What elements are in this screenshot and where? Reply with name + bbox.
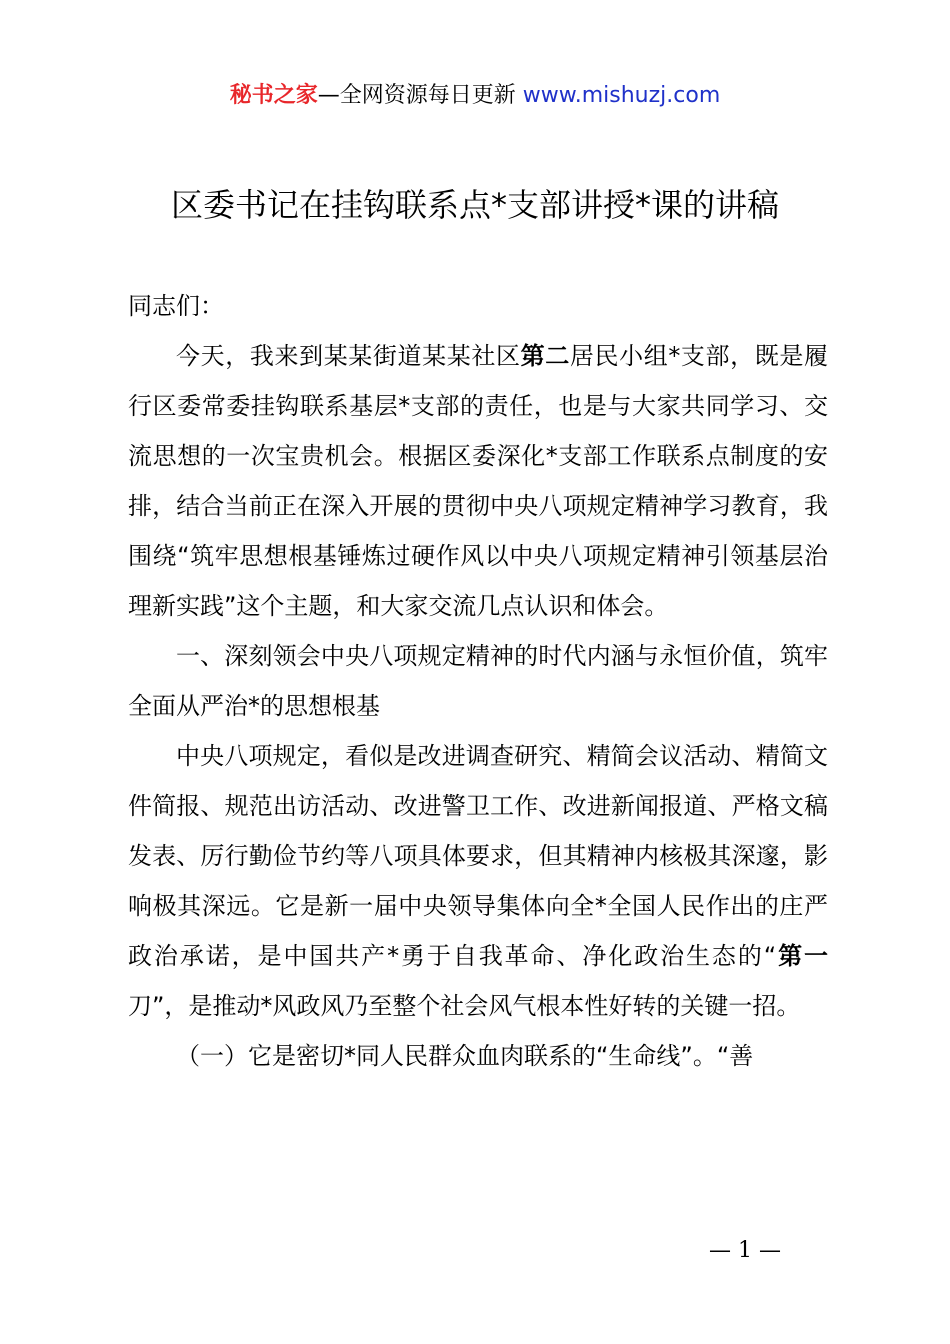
paragraph-intro: [128, 331, 828, 631]
paragraph-eight-rules-bold: 第一: [776, 942, 829, 970]
site-brand: 秘书之家: [229, 83, 318, 108]
paragraph-intro-pre: 今天，我来到某某街道某某社区: [176, 342, 521, 370]
page-number: — 1 —: [709, 1238, 781, 1263]
salutation: 同志们：: [128, 292, 224, 320]
paragraph-eight-rules-post: 刀”，是推动*风政风乃至整个社会风气根本性好转的关键一招。: [128, 992, 801, 1020]
paragraph-eight-rules: [128, 731, 828, 1031]
site-tagline: —全网资源每日更新: [317, 83, 523, 108]
site-header: [0, 78, 950, 114]
document-title: 区委书记在挂钩联系点*支部讲授*课的讲稿: [170, 186, 779, 224]
paragraph-intro-post: 居民小组*支部，既是履行区委常委挂钩联系基层*支部的责任，也是与大家共同学习、交流思想的一次宝贵机会。根据区委深化*支部工作联系点制度的安排，结合当前正在深入开展的贯彻中央八项规定精神学习教育，我围绕“筑牢思想根基锤炼过硬作风以中央八项规定精神引领基层治理新实践”这个主题，和大家交流几点认识和体会。: [128, 342, 829, 620]
subsection-heading-1: （一）它是密切*同人民群众血肉联系的“生命线”。“善: [176, 1042, 754, 1070]
section-heading-1: 一、深刻领会中央八项规定精神的时代内涵与永恒价值，筑牢全面从严治*的思想根基: [128, 642, 828, 720]
document-body: [128, 281, 828, 1081]
site-url-link[interactable]: www.mishuzj.com: [522, 83, 721, 108]
paragraph-eight-rules-pre: 中央八项规定，看似是改进调查研究、精简会议活动、精简文件简报、规范出访活动、改进警卫工作、改进新闻报道、严格文稿发表、厉行勤俭节约等八项具体要求，但其精神内核极其深邃，影响极其深远。它是新一届中央领导集体向全*全国人民作出的庄严政治承诺，是中国共产*勇于自我革命、净化政治生态的“: [128, 742, 828, 970]
paragraph-intro-bold: 第二: [520, 342, 570, 370]
